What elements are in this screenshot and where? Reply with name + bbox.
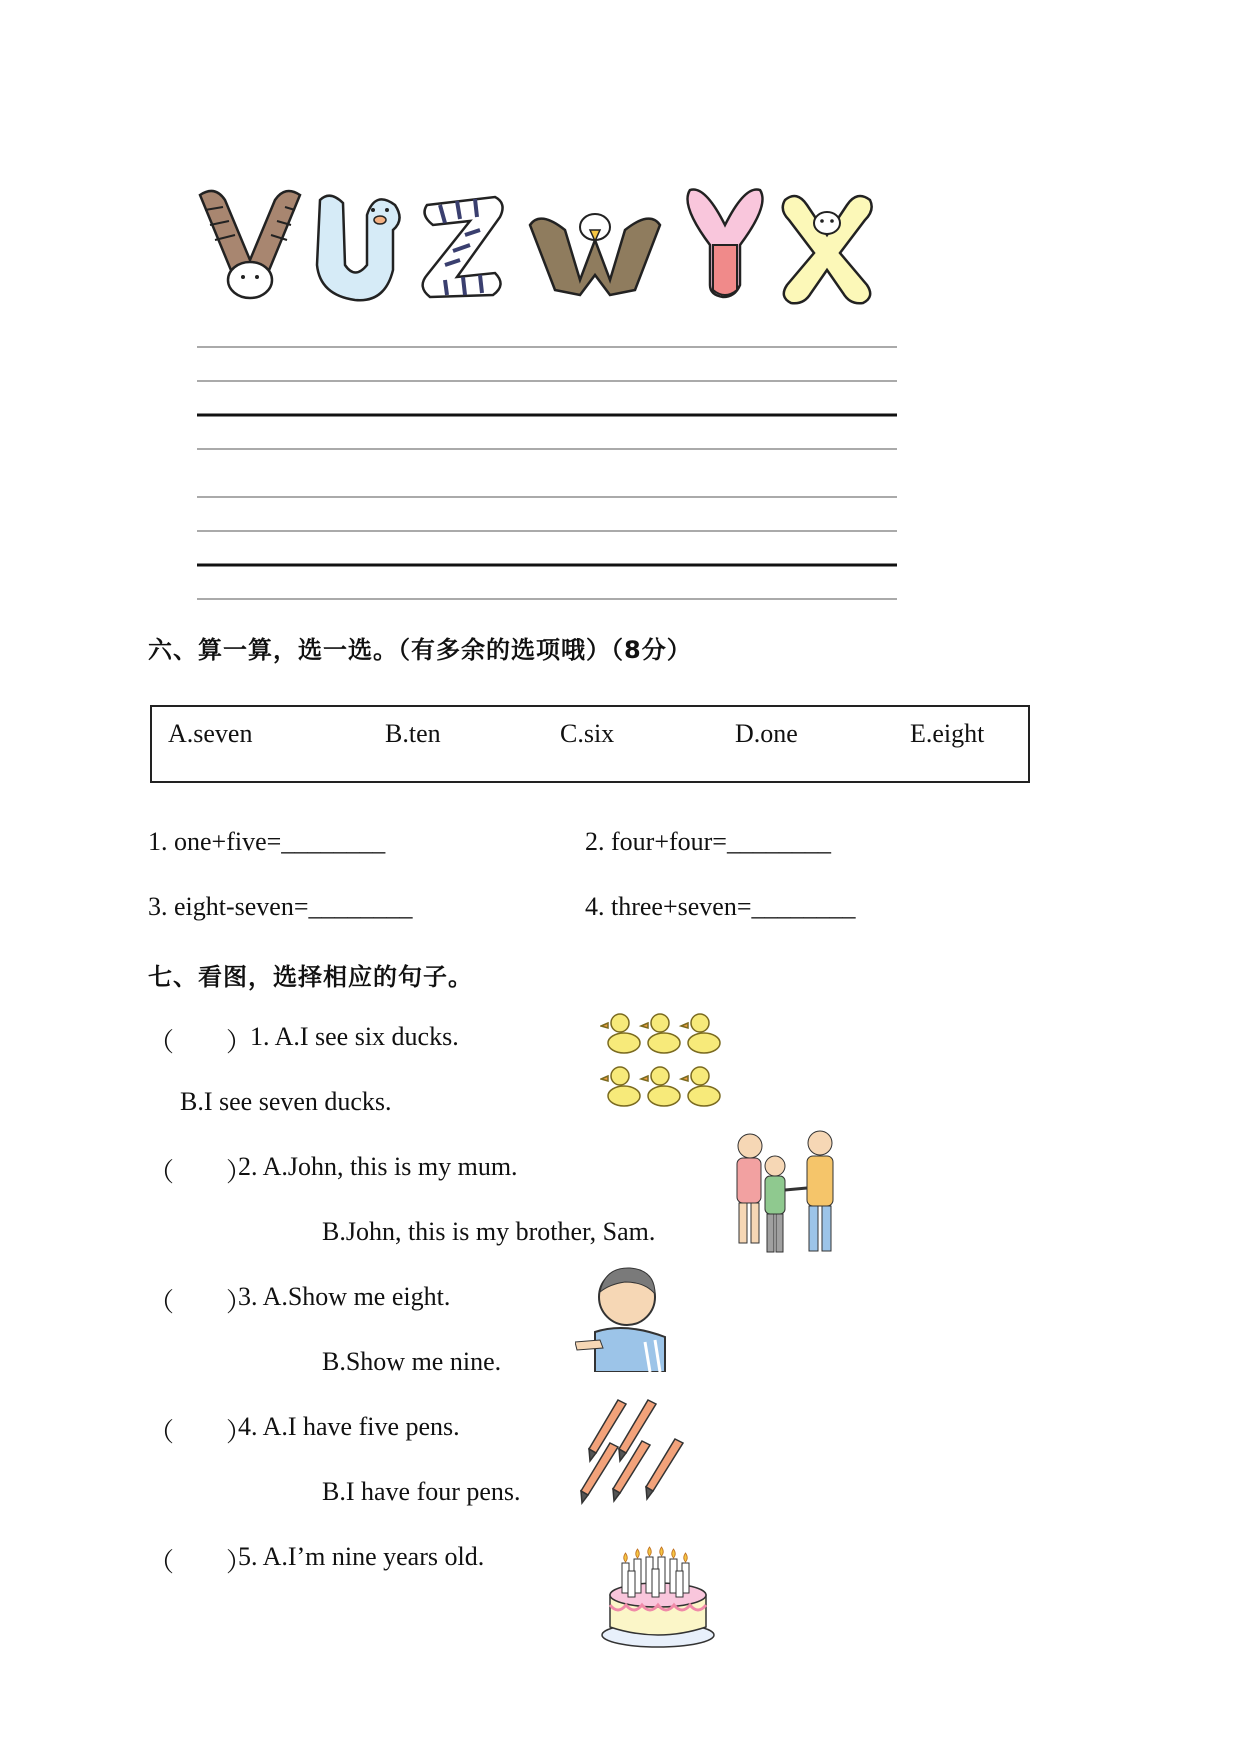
pens-picture bbox=[580, 1395, 695, 1505]
option-d: D.one bbox=[735, 719, 798, 748]
option-a: A.seven bbox=[168, 719, 253, 748]
birthday-cake-picture bbox=[598, 1535, 718, 1650]
duck-icon bbox=[601, 1067, 640, 1106]
girl-figure bbox=[737, 1134, 762, 1243]
problem-4[interactable]: 4. three+seven=________ bbox=[585, 892, 856, 921]
pen-icon bbox=[646, 1439, 683, 1499]
answer-blank-2[interactable]: （ ） bbox=[148, 1158, 253, 1187]
option-c: C.six bbox=[560, 719, 615, 748]
problem-3[interactable]: 3. eight-seven=________ bbox=[148, 892, 413, 921]
problem-2[interactable]: 2. four+four=________ bbox=[585, 827, 831, 856]
item1-option-b: B.I see seven ducks. bbox=[180, 1087, 392, 1116]
animal-letters-illustration bbox=[195, 185, 895, 310]
duck-icon bbox=[601, 1014, 640, 1053]
letter-y-rabbit bbox=[688, 189, 763, 297]
letter-w-eagle bbox=[530, 214, 660, 295]
item3-option-a: 3. A.Show me eight. bbox=[238, 1282, 451, 1311]
duck-icon bbox=[681, 1014, 720, 1053]
item4-option-a: 4. A.I have five pens. bbox=[238, 1412, 460, 1441]
option-b: B.ten bbox=[385, 719, 441, 748]
man-figure bbox=[807, 1131, 833, 1251]
letter-x-butterfly bbox=[783, 196, 872, 303]
duck-icon bbox=[681, 1067, 720, 1106]
item2-option-a: 2. A.John, this is my mum. bbox=[238, 1152, 518, 1181]
item5-option-a: 5. A.I’m nine years old. bbox=[238, 1542, 485, 1571]
ducks-picture bbox=[600, 1008, 730, 1118]
duck-icon bbox=[641, 1014, 680, 1053]
item1-option-a: 1. A.I see six ducks. bbox=[250, 1022, 459, 1051]
answer-blank-3[interactable]: （ ） bbox=[148, 1288, 253, 1317]
item4-option-b: B.I have four pens. bbox=[322, 1477, 521, 1506]
answer-blank-5[interactable]: （ ） bbox=[148, 1548, 253, 1577]
answer-blank-1[interactable]: （ ） bbox=[148, 1028, 253, 1057]
boy-figure bbox=[765, 1156, 785, 1252]
letter-v-goat bbox=[200, 191, 300, 298]
handwriting-lines[interactable] bbox=[197, 345, 897, 605]
option-box bbox=[150, 705, 1030, 783]
problem-1[interactable]: 1. one+five=________ bbox=[148, 827, 386, 856]
duck-icon bbox=[641, 1067, 680, 1106]
section7-heading: 七、看图，选择相应的句子。 bbox=[148, 963, 473, 991]
letter-z-zebra bbox=[423, 197, 503, 297]
letter-u-fish bbox=[317, 196, 400, 301]
section6-heading: 六、算一算，选一选。（有多余的选项哦）（8分） bbox=[148, 636, 692, 664]
item3-option-b: B.Show me nine. bbox=[322, 1347, 502, 1376]
answer-blank-4[interactable]: （ ） bbox=[148, 1418, 253, 1447]
family-picture bbox=[725, 1128, 850, 1258]
item2-option-b: B.John, this is my brother, Sam. bbox=[322, 1217, 656, 1246]
option-e: E.eight bbox=[910, 719, 985, 748]
boy-counting-picture bbox=[575, 1262, 670, 1372]
pen-icon bbox=[581, 1443, 618, 1503]
